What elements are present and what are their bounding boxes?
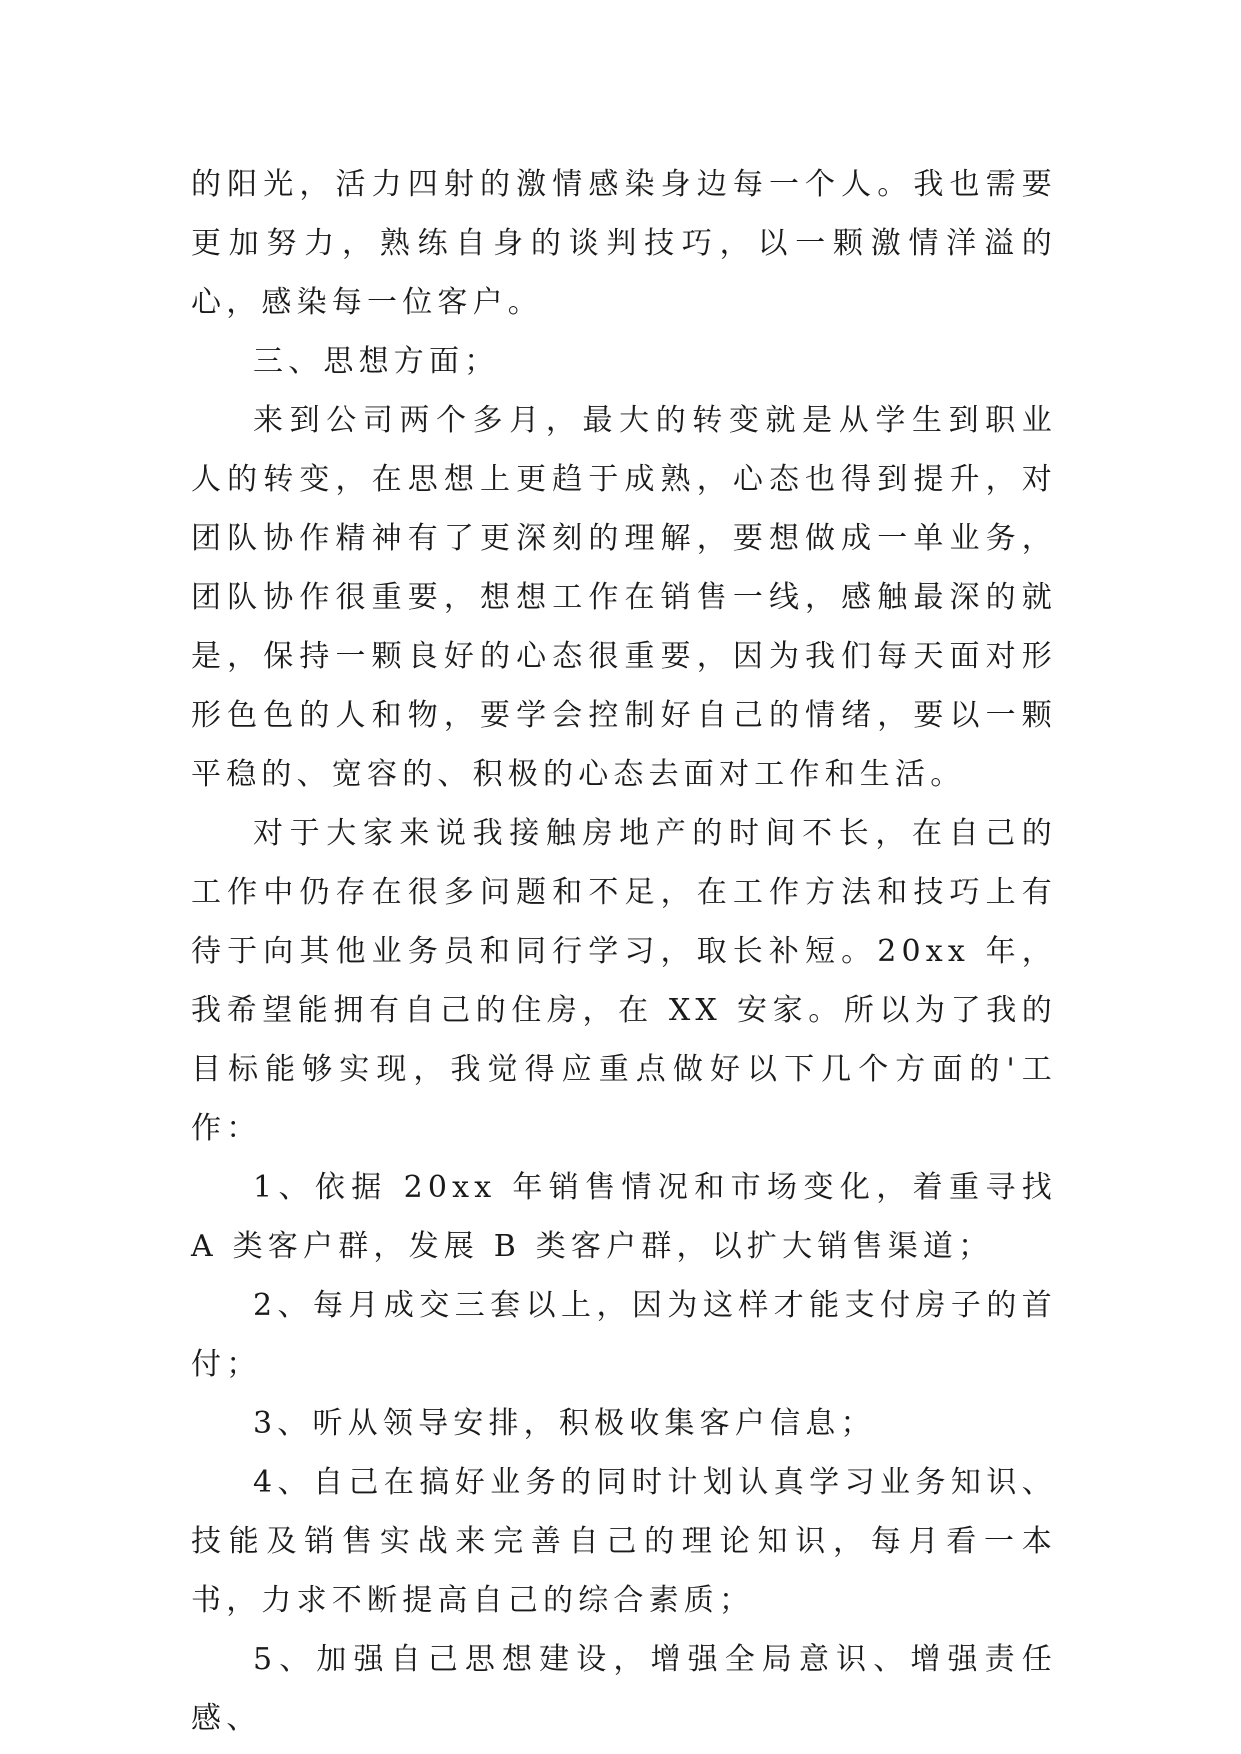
list-item: 1、依据 20xx 年销售情况和市场变化，着重寻找 A 类客户群，发展 B 类客户群，以扩大销售渠道； <box>191 1170 1057 1264</box>
list-item: 3、听从领导安排，积极收集客户信息； <box>253 1406 876 1441</box>
paragraph: 的阳光，活力四射的激情感染身边每一个人。我也需要更加努力，熟练自身的谈判技巧，以一颗激情洋溢的心，感染每一位客户。 <box>191 167 1057 320</box>
section-heading: 三、思想方面； <box>253 344 500 379</box>
paragraph: 来到公司两个多月，最大的转变就是从学生到职业人的转变，在思想上更趋于成熟，心态也得到提升，对团队协作精神有了更深刻的理解，要想做成一单业务，团队协作很重要，想想工作在销售一线，感触最深的就是，保持一颗良好的心态很重要，因为我们每天面对形形色色的人和物，要学会控制好自己的情绪，要以一颗平稳的、宽容的、积极的心态去面对工作和生活。 <box>191 403 1057 792</box>
paragraph: 对于大家来说我接触房地产的时间不长，在自己的工作中仍存在很多问题和不足，在工作方法和技巧上有待于向其他业务员和同行学习，取长补短。20xx 年，我希望能拥有自己的住房，在 XX 安家。所以为了我的目标能够实现，我觉得应重点做好以下几个方面的'工作： <box>191 816 1057 1146</box>
list-item: 2、每月成交三套以上，因为这样才能支付房子的首付； <box>191 1288 1057 1382</box>
document-body <box>191 155 1057 1748</box>
list-item: 5、加强自己思想建设，增强全局意识、增强责任感、 <box>191 1642 1057 1736</box>
list-item: 4、自己在搞好业务的同时计划认真学习业务知识、技能及销售实战来完善自己的理论知识，每月看一本书，力求不断提高自己的综合素质； <box>191 1465 1057 1618</box>
